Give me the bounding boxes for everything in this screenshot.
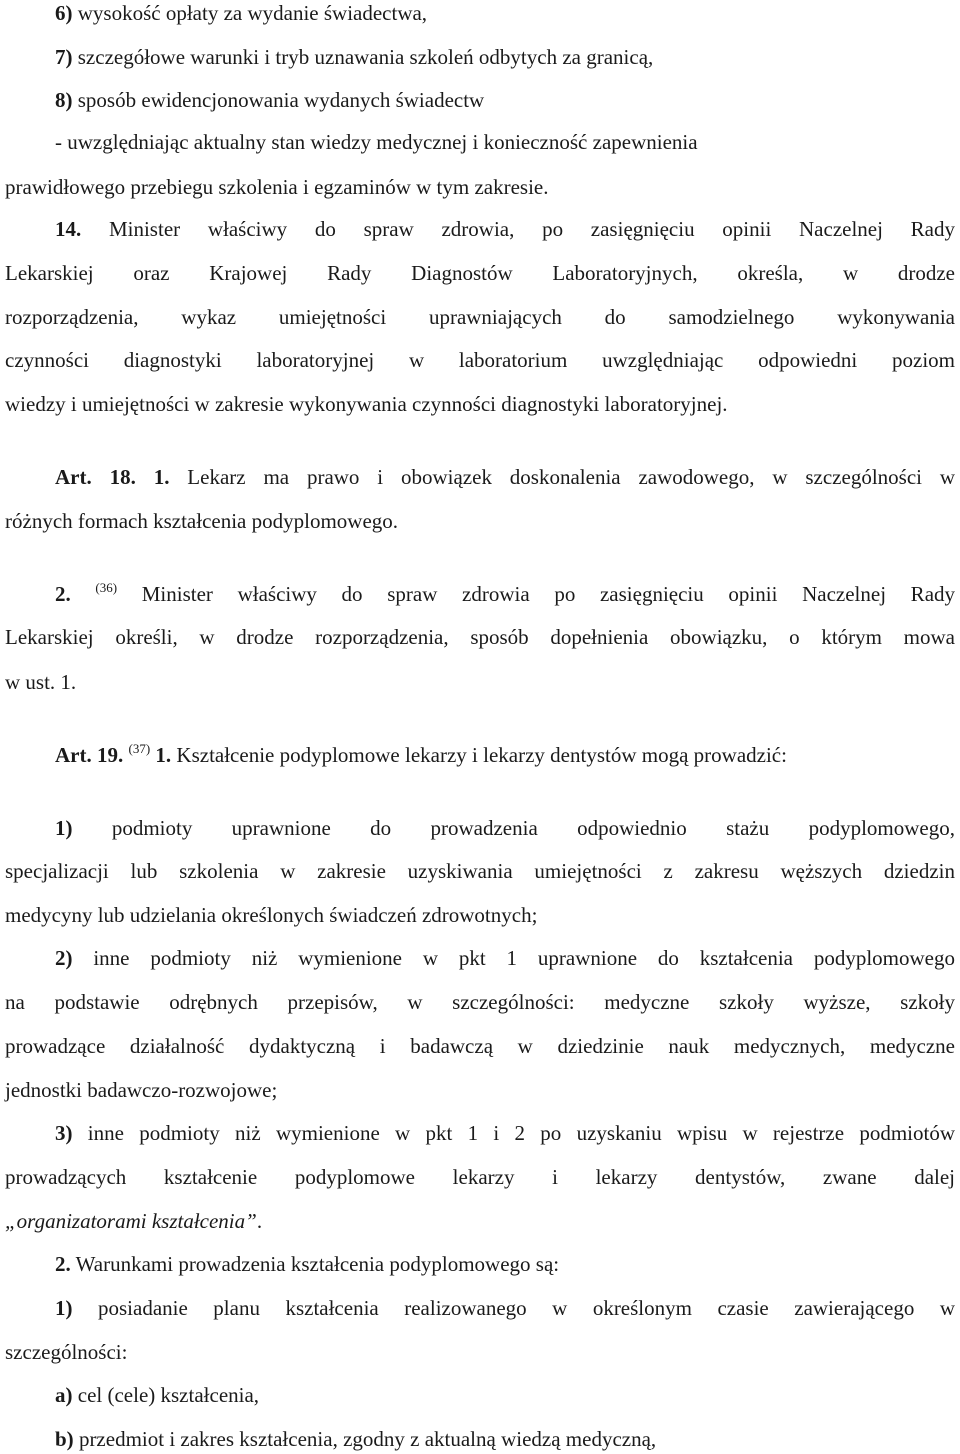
footnote-ref: (37) <box>128 741 151 756</box>
text-line-item-1: 1) podmioty uprawnione do prowadzenia odpowiednio stażu podyplomowego, <box>55 816 955 840</box>
text-line-art-19: Art. 19. $^{(37)}$ 1. Kształcenie podyplomowe lekarzy i lekarzy dentystów mogą prowadzić: <box>55 741 787 767</box>
text-line: prowadzących kształcenie podyplomowe lekarzy i lekarzy dentystów, zwane dalej <box>5 1165 955 1189</box>
text-line-art-18-ust-2: 2. $^{(36)}$ Minister właściwy do spraw zdrowia po zasięgnięciu opinii Naczelnej Rady <box>55 580 956 606</box>
text-line: na podstawie odrębnych przepisów, w szczególności: medyczne szkoły wyższe, szkoły <box>5 990 955 1014</box>
text-line-considering: - uwzględniając aktualny stan wiedzy medycznej i konieczność zapewnienia <box>55 130 698 154</box>
text-line: rozporządzenia, wykaz umiejętności uprawniających do samodzielnego wykonywania <box>5 305 955 329</box>
text-line: w ust. 1. <box>5 670 77 694</box>
text-line-item-1: 1) posiadanie planu kształcenia realizowanego w określonym czasie zawierającego w <box>55 1296 955 1320</box>
text-line: prawidłowego przebiegu szkolenia i egzaminów w tym zakresie. <box>5 175 549 199</box>
text-line-item-8: 8) sposób ewidencjonowania wydanych świadectw <box>55 88 485 112</box>
text-line-item-2: 2) inne podmioty niż wymienione w pkt 1 uprawnione do kształcenia podyplomowego <box>55 946 955 970</box>
text-line: jednostki badawczo-rozwojowe; <box>5 1078 278 1102</box>
text-line: czynności diagnostyki laboratoryjnej w laboratorium uwzględniając odpowiedni poziom <box>5 348 955 372</box>
text-line-art-18: Art. 18. 1. Lekarz ma prawo i obowiązek doskonalenia zawodowego, w szczególności w <box>55 465 956 489</box>
text-line-item-b: b) przedmiot i zakres kształcenia, zgodny z aktualną wiedzą medyczną, <box>55 1427 657 1451</box>
text-line-art-19-ust-2: 2. Warunkami prowadzenia kształcenia podyplomowego są: <box>55 1252 560 1276</box>
text-line-paragraph-14: 14. Minister właściwy do spraw zdrowia, po zasięgnięciu opinii Naczelnej Rady <box>55 217 955 241</box>
text-line: prowadzące działalność dydaktyczną i badawczą w dziedzinie nauk medycznych, medyczne <box>5 1034 955 1058</box>
text-line: szczególności: <box>5 1340 128 1364</box>
footnote-ref: (36) <box>95 580 118 595</box>
text-line-defined-term: „organizatorami kształcenia”. <box>5 1209 263 1233</box>
text-line-item-7: 7) szczegółowe warunki i tryb uznawania szkoleń odbytych za granicą, <box>55 45 654 69</box>
text-line: specjalizacji lub szkolenia w zakresie uzyskiwania umiejętności z zakresu węższych dziedzin <box>5 859 955 883</box>
text-line: różnych formach kształcenia podyplomowego. <box>5 509 399 533</box>
text-line: Lekarskiej określi, w drodze rozporządzenia, sposób dopełnienia obowiązku, o którym mowa <box>5 625 955 649</box>
text-line: medycyny lub udzielania określonych świadczeń zdrowotnych; <box>5 903 538 927</box>
text-line: Lekarskiej oraz Krajowej Rady Diagnostów Laboratoryjnych, określa, w drodze <box>5 261 955 285</box>
text-line-item-6: 6) wysokość opłaty za wydanie świadectwa, <box>55 1 428 25</box>
text-line-item-3: 3) inne podmioty niż wymienione w pkt 1 i 2 po uzyskaniu wpisu w rejestrze podmiotów <box>55 1121 955 1145</box>
text-line: wiedzy i umiejętności w zakresie wykonywania czynności diagnostyki laboratoryjnej. <box>5 392 728 416</box>
text-line-item-a: a) cel (cele) kształcenia, <box>55 1383 260 1407</box>
